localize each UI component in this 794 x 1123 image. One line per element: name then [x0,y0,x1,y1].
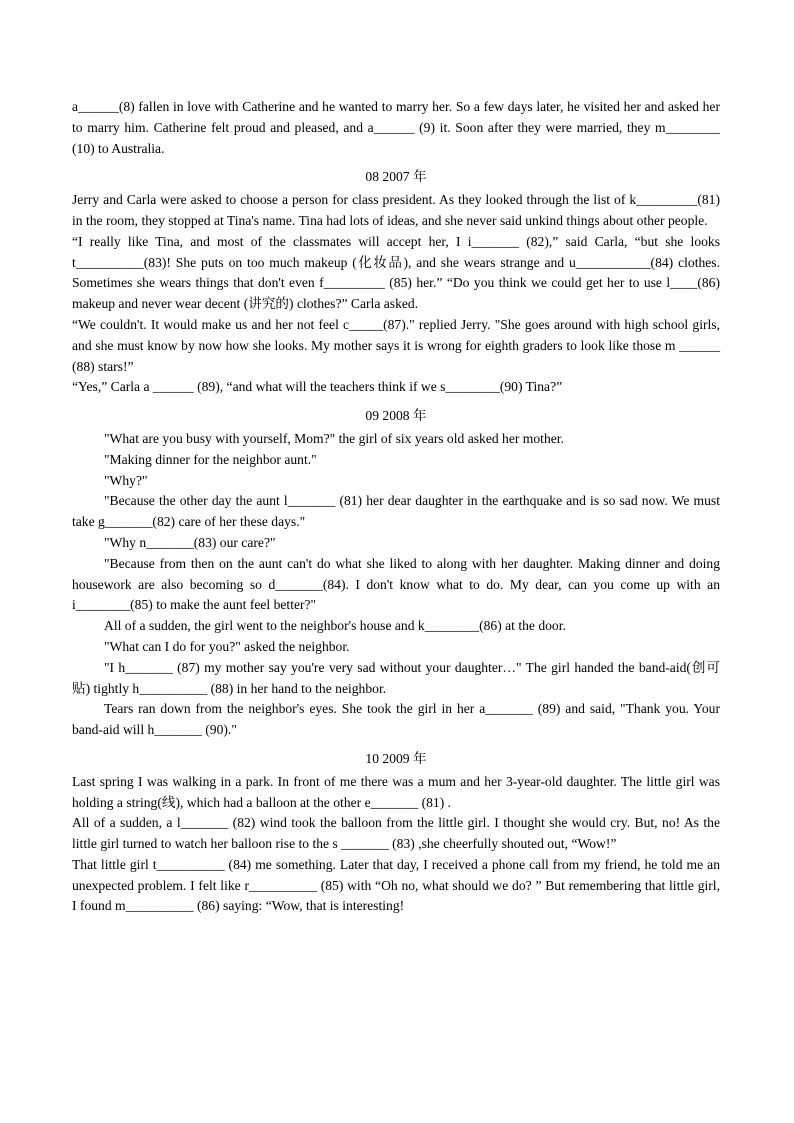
passage-07-ending [72,97,720,159]
paragraph: "I h_______ (87) my mother say you're very sad without your daughter…" The girl handed the band-aid(创可贴) tightly h__________ (88) in her hand to the neighbor. [72,659,720,696]
paragraph: All of a sudden, the girl went to the neighbor's house and k________(86) at the door. [104,618,566,634]
paragraph: “Yes,” Carla a ______ (89), “and what will the teachers think if we s________(90) Tina?” [72,379,563,395]
section-10 [72,749,720,917]
paragraph: "Because the other day the aunt l_______ (81) her dear daughter in the earthquake and is so sad now. We must take g_______(82) care of her these days." [72,493,720,530]
paragraph: "Why?" [104,472,148,488]
paragraph: a______(8) fallen in love with Catherine and he wanted to marry her. So a few days later, he visited her and asked her to marry him. Catherine felt proud and pleased, and a______ (9) it. Soon after they were married, they m________ (10) to Australia. [72,99,720,156]
paragraph: All of a sudden, a l_______ (82) wind took the balloon from the little girl. I thought she would cry. But, no! As the little girl turned to watch her balloon rise to the s _______ (83) ,she cheerfully shouted out, “Wow!” [72,815,720,852]
document-page [72,97,720,917]
paragraph: Tears ran down from the neighbor's eyes. She took the girl in her a_______ (89) and said, "Thank you. Your band-aid will h_______ (90)." [72,701,720,738]
paragraph: “We couldn't. It would make us and her not feel c_____(87)." replied Jerry. "She goes around with high school girls, and she must know by now how she looks. My mother says it is wrong for eighth graders to look like those m ______ (88) stars!” [72,316,720,374]
paragraph: Last spring I was walking in a park. In front of me there was a mum and her 3-year-old daughter. The little girl was holding a string(线), which had a balloon at the other e_______ (81) . [72,773,720,810]
paragraph: "What can I do for you?" asked the neighbor. [104,638,350,654]
paragraph: "What are you busy with yourself, Mom?" the girl of six years old asked her mother. [104,430,564,446]
section-08 [72,167,720,398]
paragraph: That little girl t__________ (84) me something. Later that day, I received a phone call from my friend, he told me an unexpected problem. I felt like r__________ (85) with “Oh no, what should we do? ” But remembering that little girl, I found m__________ (86) saying: “Wow, that is interesting! [72,856,720,914]
section-09 [72,406,720,741]
paragraph: "Why n_______(83) our care?" [104,534,276,550]
paragraph: “I really like Tina, and most of the classmates will accept her, I i_______ (82),” said Carla, “but she looks t__________(83)! She puts on too much makeup (化妆品), and she wears strange and u___________(84) clothes. Sometimes she wears things that don't even f_________ (85) her.” “Do you think we could get her to use l____(86) makeup and never wear decent (讲究的) clothes?” Carla asked. [72,233,720,312]
paragraph: "Because from then on the aunt can't do what she liked to along with her daughter. Making dinner and doing housework are also becoming so d_______(84). I don't know what to do. My dear, can you come up with an i________(85) to make the aunt feel better?" [72,555,720,613]
section-heading: 09 2008 年 [365,408,427,424]
section-heading: 08 2007 年 [365,169,427,185]
section-heading: 10 2009 年 [365,750,427,766]
paragraph: "Making dinner for the neighbor aunt." [104,451,317,467]
paragraph: Jerry and Carla were asked to choose a person for class president. As they looked through the list of k_________(81) in the room, they stopped at Tina's name. Tina had lots of ideas, and she never said unkind things about other people. [72,192,720,228]
